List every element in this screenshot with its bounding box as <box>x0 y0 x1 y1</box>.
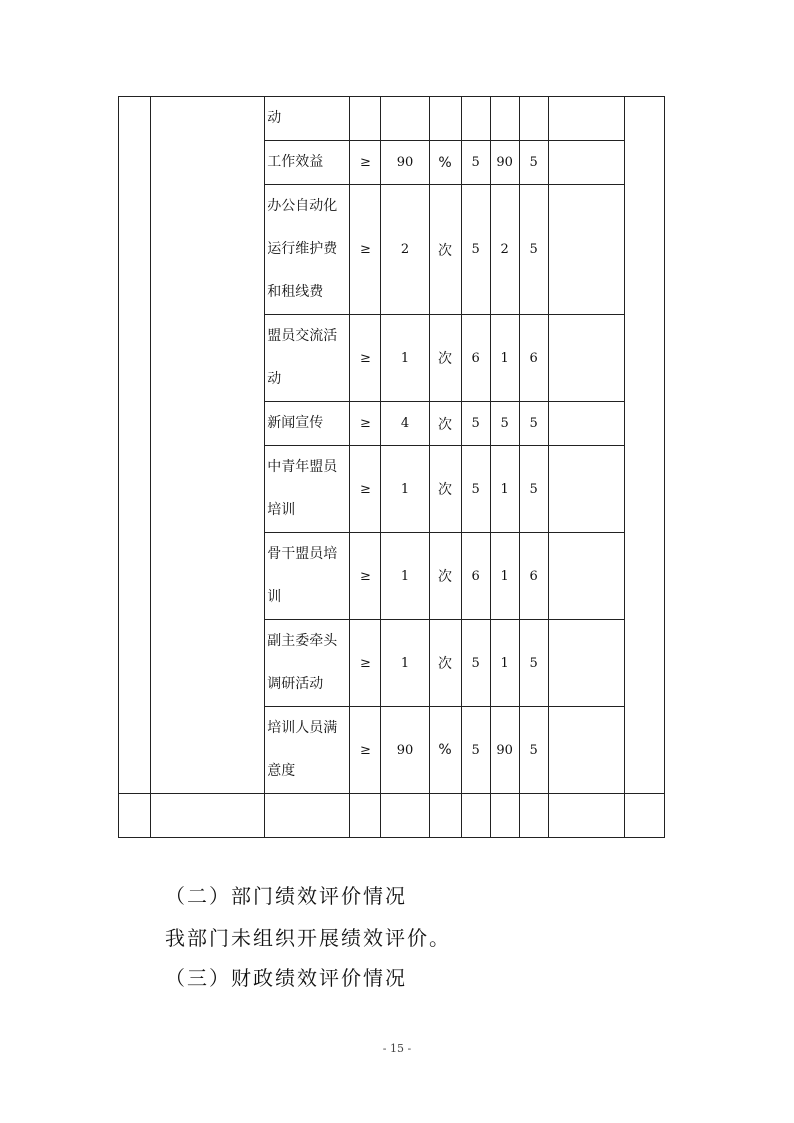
table-row-empty <box>119 794 665 838</box>
target-value: 1 <box>381 533 429 620</box>
empty-cell <box>490 794 519 838</box>
weight: 5 <box>461 141 490 185</box>
score: 5 <box>519 620 548 707</box>
operator: ≥ <box>350 402 381 446</box>
unit: 次 <box>429 533 461 620</box>
remark-cell <box>548 707 624 794</box>
operator: ≥ <box>350 315 381 402</box>
weight: 5 <box>461 707 490 794</box>
score: 5 <box>519 707 548 794</box>
empty-cell <box>381 794 429 838</box>
indicator-name: 骨干盟员培训 <box>265 533 350 620</box>
score: 5 <box>519 185 548 315</box>
score: 6 <box>519 533 548 620</box>
actual-value: 1 <box>490 533 519 620</box>
operator <box>350 97 381 141</box>
level1-indicator-cell <box>119 97 151 794</box>
target-value: 1 <box>381 620 429 707</box>
operator: ≥ <box>350 707 381 794</box>
section-text-dept-eval: 我部门未组织开展绩效评价。 <box>165 926 451 950</box>
note-column-cell <box>624 97 664 794</box>
remark-cell <box>548 185 624 315</box>
empty-cell <box>151 794 265 838</box>
actual-value <box>490 97 519 141</box>
indicator-name: 工作效益 <box>265 141 350 185</box>
score: 6 <box>519 315 548 402</box>
score: 5 <box>519 402 548 446</box>
indicator-name: 动 <box>265 97 350 141</box>
weight: 6 <box>461 315 490 402</box>
weight: 5 <box>461 446 490 533</box>
weight: 6 <box>461 533 490 620</box>
table-row <box>119 97 665 141</box>
empty-cell <box>548 794 624 838</box>
unit: 次 <box>429 185 461 315</box>
score: 5 <box>519 141 548 185</box>
operator: ≥ <box>350 446 381 533</box>
operator: ≥ <box>350 620 381 707</box>
indicator-name: 办公自动化运行维护费和租线费 <box>265 185 350 315</box>
operator: ≥ <box>350 533 381 620</box>
empty-cell <box>519 794 548 838</box>
unit: % <box>429 141 461 185</box>
section-heading-dept-eval: （二）部门绩效评价情况 <box>165 884 407 908</box>
target-value <box>381 97 429 141</box>
page-number: - 15 - <box>382 1042 412 1055</box>
section-heading-finance-eval: （三）财政绩效评价情况 <box>165 966 407 990</box>
actual-value: 90 <box>490 707 519 794</box>
target-value: 1 <box>381 446 429 533</box>
unit <box>429 97 461 141</box>
remark-cell <box>548 620 624 707</box>
remark-cell <box>548 402 624 446</box>
indicator-name: 培训人员满意度 <box>265 707 350 794</box>
remark-cell <box>548 315 624 402</box>
weight: 5 <box>461 402 490 446</box>
remark-cell <box>548 97 624 141</box>
target-value: 90 <box>381 141 429 185</box>
unit: 次 <box>429 402 461 446</box>
empty-cell <box>350 794 381 838</box>
indicator-name: 副主委牵头调研活动 <box>265 620 350 707</box>
target-value: 4 <box>381 402 429 446</box>
empty-cell <box>119 794 151 838</box>
indicator-name: 新闻宣传 <box>265 402 350 446</box>
remark-cell <box>548 141 624 185</box>
weight: 5 <box>461 185 490 315</box>
unit: 次 <box>429 620 461 707</box>
target-value: 1 <box>381 315 429 402</box>
weight: 5 <box>461 620 490 707</box>
level2-indicator-cell <box>151 97 265 794</box>
empty-cell <box>429 794 461 838</box>
unit: 次 <box>429 315 461 402</box>
target-value: 90 <box>381 707 429 794</box>
performance-indicator-table <box>118 96 665 838</box>
remark-cell <box>548 446 624 533</box>
unit: 次 <box>429 446 461 533</box>
operator: ≥ <box>350 141 381 185</box>
empty-cell <box>265 794 350 838</box>
actual-value: 2 <box>490 185 519 315</box>
indicator-name: 中青年盟员培训 <box>265 446 350 533</box>
actual-value: 90 <box>490 141 519 185</box>
actual-value: 1 <box>490 315 519 402</box>
empty-cell <box>624 794 664 838</box>
actual-value: 1 <box>490 446 519 533</box>
score: 5 <box>519 446 548 533</box>
actual-value: 1 <box>490 620 519 707</box>
actual-value: 5 <box>490 402 519 446</box>
indicator-name: 盟员交流活动 <box>265 315 350 402</box>
score <box>519 97 548 141</box>
weight <box>461 97 490 141</box>
remark-cell <box>548 533 624 620</box>
target-value: 2 <box>381 185 429 315</box>
empty-cell <box>461 794 490 838</box>
unit: % <box>429 707 461 794</box>
operator: ≥ <box>350 185 381 315</box>
